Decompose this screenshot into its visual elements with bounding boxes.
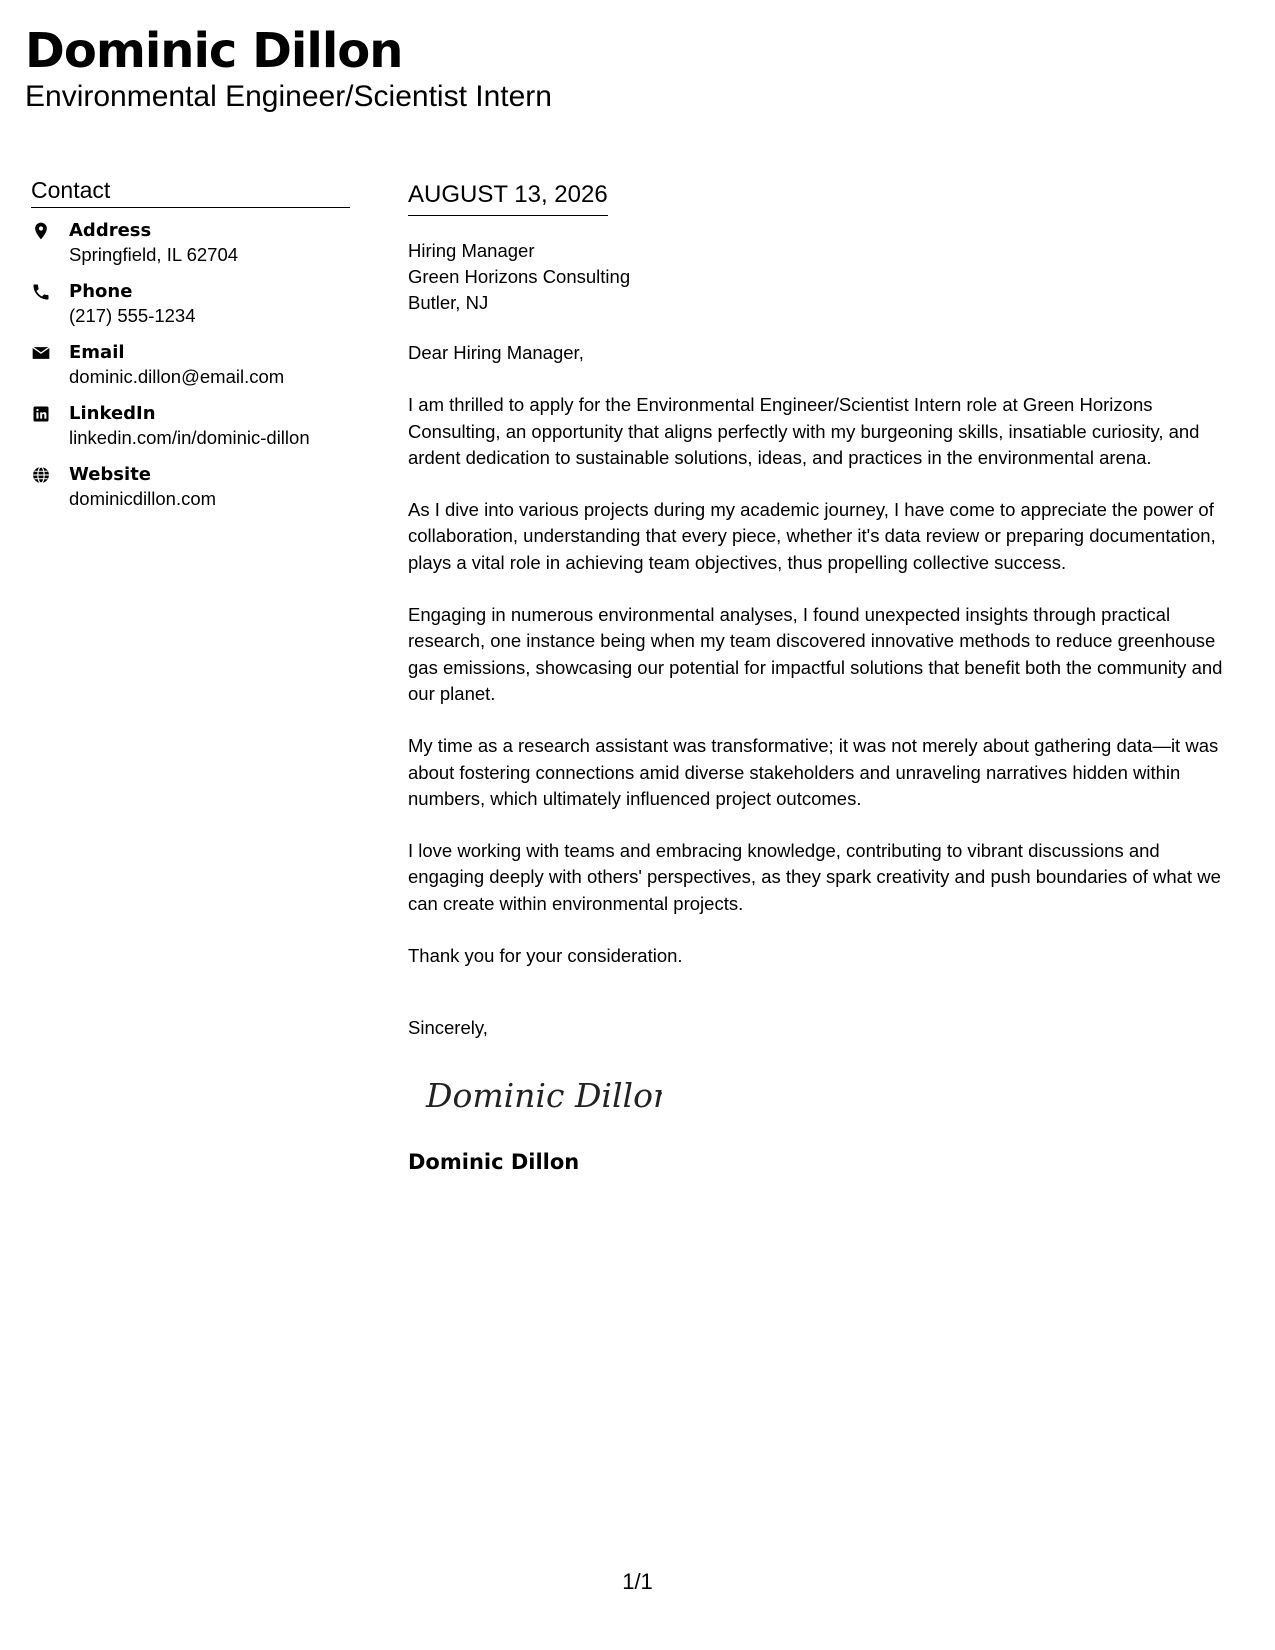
- contact-value[interactable]: dominic.dillon@email.com: [69, 366, 285, 387]
- closing-line: Sincerely,: [408, 1017, 488, 1039]
- linkedin-icon: [31, 401, 69, 424]
- letter-paragraph: My time as a research assistant was transformative; it was not merely about gathering data—it was about fostering connections amid diverse stakeholders and unraveling narratives hidden within numbers, which ultimately influenced project outcomes.: [408, 735, 1219, 809]
- contact-item-email: [31, 340, 350, 389]
- contact-value[interactable]: dominicdillon.com: [69, 488, 217, 509]
- contact-item-linkedin: [31, 401, 350, 450]
- contact-value: (217) 555-1234: [69, 305, 196, 326]
- contact-label: LinkedIn: [69, 403, 156, 424]
- job-title: Environmental Engineer/Scientist Intern: [25, 80, 552, 113]
- letter-paragraph: I love working with teams and embracing knowledge, contributing to vibrant discussions and engaging deeply with others' perspectives, as they spark creativity and push boundaries of what we can create within environmental projects.: [408, 840, 1221, 914]
- letter-paragraph: Engaging in numerous environmental analyses, I found unexpected insights through practical research, one instance being when my team discovered innovative methods to reduce greenhouse gas emissions, showcasing our potential for impactful solutions that benefit both the community and our planet.: [408, 604, 1223, 704]
- contact-item-address: [31, 218, 350, 267]
- envelope-icon: [31, 340, 69, 363]
- thank-you-line: Thank you for your consideration.: [408, 945, 683, 967]
- letter-body: [408, 178, 1238, 1176]
- contact-label: Website: [69, 464, 152, 485]
- contact-value[interactable]: linkedin.com/in/dominic-dillon: [69, 427, 310, 448]
- salutation: Dear Hiring Manager,: [408, 342, 584, 363]
- page-number: 1/1: [622, 1569, 653, 1594]
- recipient-location: Butler, NJ: [408, 292, 489, 313]
- signature-text: Dominic Dillon: [426, 1076, 662, 1116]
- contact-value: Springfield, IL 62704: [69, 244, 239, 265]
- contact-item-phone: [31, 279, 350, 328]
- contact-heading: Contact: [31, 175, 350, 208]
- contact-item-website: [31, 462, 350, 511]
- letter-paragraph: I am thrilled to apply for the Environmental Engineer/Scientist Intern role at Green Horizons Consulting, an opportunity that aligns perfectly with my burgeoning skills, insatiable curiosity, and ardent dedication to sustainable solutions, ideas, and practices in the environmental arena.: [408, 394, 1200, 468]
- handwritten-signature: [422, 1065, 662, 1125]
- recipient-name: Hiring Manager: [408, 240, 535, 261]
- contact-label: Phone: [69, 281, 133, 302]
- recipient-block: [408, 238, 1238, 316]
- letter-paragraph: As I dive into various projects during my academic journey, I have come to appreciate the power of collaboration, understanding that every piece, whether it's data review or preparing documentation, plays a vital role in achieving team objectives, thus propelling collective success.: [408, 499, 1216, 573]
- header: [25, 22, 552, 114]
- recipient-company: Green Horizons Consulting: [408, 266, 631, 287]
- signed-name: Dominic Dillon: [408, 1150, 580, 1175]
- contact-label: Address: [69, 220, 152, 241]
- contact-sidebar: [31, 175, 350, 523]
- letter-date: AUGUST 13, 2026: [408, 178, 608, 216]
- phone-icon: [31, 279, 69, 302]
- applicant-name: Dominic Dillon: [25, 23, 403, 79]
- contact-label: Email: [69, 342, 125, 363]
- globe-icon: [31, 462, 69, 485]
- map-pin-icon: [31, 218, 69, 241]
